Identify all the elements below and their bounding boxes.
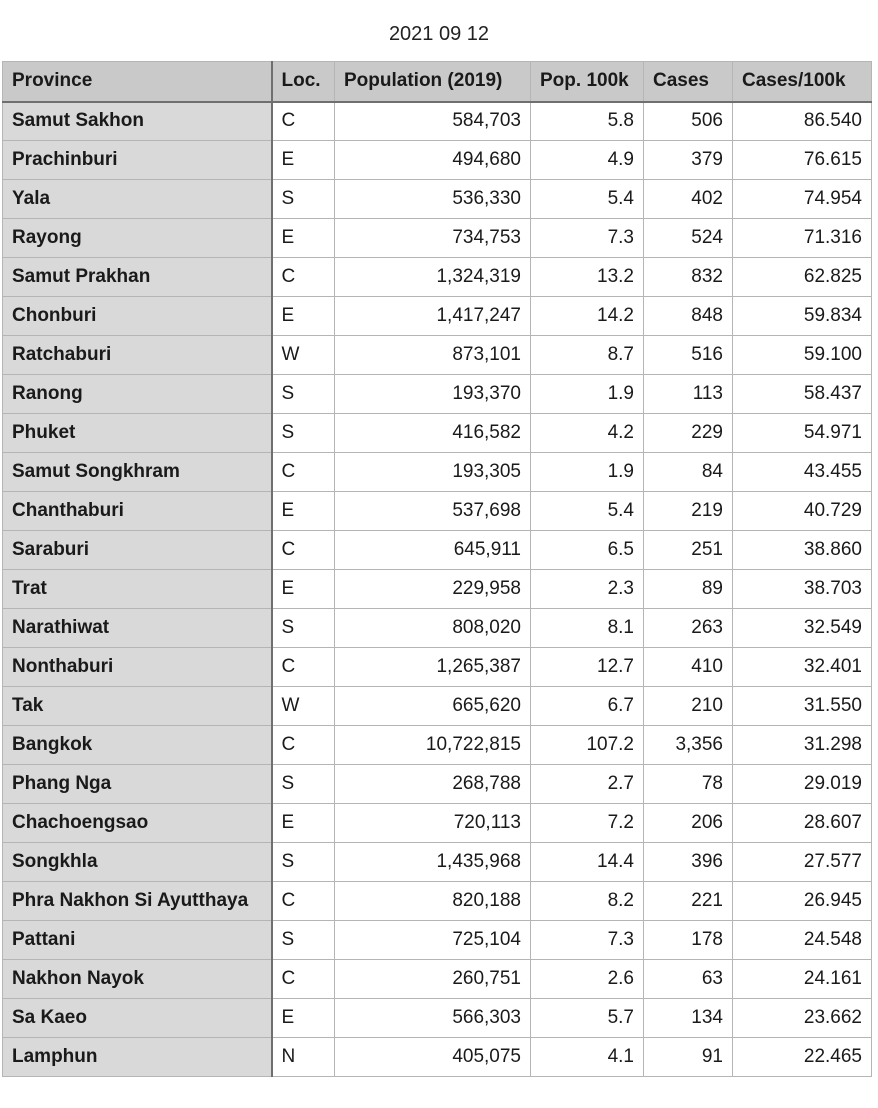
location-cell: E (272, 492, 335, 531)
province-cell: Samut Prakhan (3, 258, 272, 297)
province-cell: Chanthaburi (3, 492, 272, 531)
population-cell: 808,020 (335, 609, 531, 648)
table-row (3, 726, 872, 765)
province-cell: Lamphun (3, 1038, 272, 1077)
pop-100k-cell: 4.1 (531, 1038, 644, 1077)
table-row (3, 1038, 872, 1077)
cases-cell: 506 (644, 102, 733, 141)
table-row (3, 765, 872, 804)
column-header-province[interactable]: Province (3, 62, 272, 102)
location-cell: W (272, 687, 335, 726)
cases-cell: 229 (644, 414, 733, 453)
pop-100k-cell: 107.2 (531, 726, 644, 765)
location-cell: E (272, 570, 335, 609)
cases-per-100k-cell: 32.401 (733, 648, 872, 687)
population-cell: 820,188 (335, 882, 531, 921)
table-row (3, 102, 872, 141)
population-cell: 1,324,319 (335, 258, 531, 297)
province-cell: Samut Songkhram (3, 453, 272, 492)
province-cell: Narathiwat (3, 609, 272, 648)
table-row (3, 921, 872, 960)
table-row (3, 648, 872, 687)
population-cell: 494,680 (335, 141, 531, 180)
province-cell: Rayong (3, 219, 272, 258)
population-cell: 193,370 (335, 375, 531, 414)
population-cell: 260,751 (335, 960, 531, 999)
cases-per-100k-cell: 32.549 (733, 609, 872, 648)
table-row (3, 570, 872, 609)
province-cell: Bangkok (3, 726, 272, 765)
cases-per-100k-cell: 24.161 (733, 960, 872, 999)
table-row (3, 375, 872, 414)
population-cell: 1,435,968 (335, 843, 531, 882)
location-cell: E (272, 219, 335, 258)
pop-100k-cell: 1.9 (531, 375, 644, 414)
population-cell: 584,703 (335, 102, 531, 141)
cases-per-100k-cell: 62.825 (733, 258, 872, 297)
province-cell: Songkhla (3, 843, 272, 882)
table-row (3, 258, 872, 297)
cases-cell: 178 (644, 921, 733, 960)
province-cell: Chachoengsao (3, 804, 272, 843)
pop-100k-cell: 5.4 (531, 492, 644, 531)
cases-cell: 219 (644, 492, 733, 531)
cases-per-100k-cell: 26.945 (733, 882, 872, 921)
table-row (3, 141, 872, 180)
cases-per-100k-cell: 31.298 (733, 726, 872, 765)
cases-per-100k-cell: 76.615 (733, 141, 872, 180)
table-row (3, 843, 872, 882)
pop-100k-cell: 5.4 (531, 180, 644, 219)
pop-100k-cell: 2.6 (531, 960, 644, 999)
cases-cell: 263 (644, 609, 733, 648)
location-cell: S (272, 414, 335, 453)
cases-per-100k-cell: 59.834 (733, 297, 872, 336)
location-cell: C (272, 453, 335, 492)
location-cell: E (272, 141, 335, 180)
cases-cell: 524 (644, 219, 733, 258)
province-cell: Samut Sakhon (3, 102, 272, 141)
province-cell: Trat (3, 570, 272, 609)
table-row (3, 960, 872, 999)
location-cell: S (272, 375, 335, 414)
location-cell: C (272, 531, 335, 570)
pop-100k-cell: 8.1 (531, 609, 644, 648)
province-cell: Nakhon Nayok (3, 960, 272, 999)
pop-100k-cell: 2.3 (531, 570, 644, 609)
table-row (3, 414, 872, 453)
cases-per-100k-cell: 24.548 (733, 921, 872, 960)
cases-cell: 84 (644, 453, 733, 492)
population-cell: 405,075 (335, 1038, 531, 1077)
cases-per-100k-cell: 27.577 (733, 843, 872, 882)
cases-per-100k-cell: 23.662 (733, 999, 872, 1038)
table-row (3, 882, 872, 921)
population-cell: 1,265,387 (335, 648, 531, 687)
cases-per-100k-cell: 38.860 (733, 531, 872, 570)
population-cell: 1,417,247 (335, 297, 531, 336)
cases-cell: 3,356 (644, 726, 733, 765)
location-cell: S (272, 609, 335, 648)
cases-cell: 832 (644, 258, 733, 297)
population-cell: 193,305 (335, 453, 531, 492)
province-cell: Pattani (3, 921, 272, 960)
cases-cell: 78 (644, 765, 733, 804)
population-cell: 734,753 (335, 219, 531, 258)
location-cell: C (272, 648, 335, 687)
cases-per-100k-cell: 40.729 (733, 492, 872, 531)
cases-per-100k-cell: 29.019 (733, 765, 872, 804)
location-cell: C (272, 882, 335, 921)
province-cell: Tak (3, 687, 272, 726)
population-cell: 229,958 (335, 570, 531, 609)
table-row (3, 219, 872, 258)
population-cell: 537,698 (335, 492, 531, 531)
pop-100k-cell: 7.3 (531, 219, 644, 258)
cases-cell: 113 (644, 375, 733, 414)
pop-100k-cell: 13.2 (531, 258, 644, 297)
page-title: 2021 09 12 (388, 23, 490, 45)
cases-per-100k-cell: 28.607 (733, 804, 872, 843)
cases-cell: 396 (644, 843, 733, 882)
cases-cell: 210 (644, 687, 733, 726)
table-row (3, 531, 872, 570)
population-cell: 416,582 (335, 414, 531, 453)
location-cell: C (272, 258, 335, 297)
cases-per-100k-cell: 59.100 (733, 336, 872, 375)
table-row (3, 297, 872, 336)
location-cell: E (272, 999, 335, 1038)
table-body (3, 102, 872, 1077)
column-header-population[interactable]: Population (2019) (335, 62, 531, 102)
pop-100k-cell: 14.4 (531, 843, 644, 882)
population-cell: 725,104 (335, 921, 531, 960)
location-cell: C (272, 102, 335, 141)
population-cell: 268,788 (335, 765, 531, 804)
cases-per-100k-cell: 86.540 (733, 102, 872, 141)
location-cell: E (272, 297, 335, 336)
cases-per-100k-cell: 22.465 (733, 1038, 872, 1077)
location-cell: S (272, 180, 335, 219)
province-cell: Nonthaburi (3, 648, 272, 687)
cases-per-100k-cell: 54.971 (733, 414, 872, 453)
cases-cell: 63 (644, 960, 733, 999)
province-cell: Phang Nga (3, 765, 272, 804)
pop-100k-cell: 14.2 (531, 297, 644, 336)
population-cell: 720,113 (335, 804, 531, 843)
cases-cell: 91 (644, 1038, 733, 1077)
table-row (3, 609, 872, 648)
province-cell: Phra Nakhon Si Ayutthaya (3, 882, 272, 921)
table-row (3, 687, 872, 726)
province-cell: Ranong (3, 375, 272, 414)
cases-cell: 89 (644, 570, 733, 609)
location-cell: C (272, 960, 335, 999)
province-cell: Ratchaburi (3, 336, 272, 375)
column-header-pop-100k[interactable]: Pop. 100k (531, 62, 644, 102)
cases-per-100k-cell: 38.703 (733, 570, 872, 609)
province-cell: Phuket (3, 414, 272, 453)
pop-100k-cell: 6.5 (531, 531, 644, 570)
pop-100k-cell: 8.7 (531, 336, 644, 375)
column-header-cases-per-100k[interactable]: Cases/100k (733, 62, 872, 102)
location-cell: S (272, 765, 335, 804)
table-header-row (3, 62, 872, 102)
pop-100k-cell: 6.7 (531, 687, 644, 726)
table-row (3, 336, 872, 375)
cases-per-100k-cell: 58.437 (733, 375, 872, 414)
location-cell: S (272, 921, 335, 960)
cases-cell: 402 (644, 180, 733, 219)
pop-100k-cell: 1.9 (531, 453, 644, 492)
population-cell: 536,330 (335, 180, 531, 219)
cases-per-100k-cell: 43.455 (733, 453, 872, 492)
column-header-cases[interactable]: Cases (644, 62, 733, 102)
province-cell: Prachinburi (3, 141, 272, 180)
location-cell: E (272, 804, 335, 843)
location-cell: S (272, 843, 335, 882)
location-cell: C (272, 726, 335, 765)
pop-100k-cell: 7.3 (531, 921, 644, 960)
population-cell: 645,911 (335, 531, 531, 570)
location-cell: N (272, 1038, 335, 1077)
table-row (3, 999, 872, 1038)
population-cell: 873,101 (335, 336, 531, 375)
population-cell: 665,620 (335, 687, 531, 726)
cases-per-100k-cell: 31.550 (733, 687, 872, 726)
pop-100k-cell: 2.7 (531, 765, 644, 804)
population-cell: 566,303 (335, 999, 531, 1038)
cases-cell: 379 (644, 141, 733, 180)
cases-cell: 221 (644, 882, 733, 921)
pop-100k-cell: 4.2 (531, 414, 644, 453)
cases-cell: 251 (644, 531, 733, 570)
table-row (3, 180, 872, 219)
pop-100k-cell: 4.9 (531, 141, 644, 180)
pop-100k-cell: 7.2 (531, 804, 644, 843)
cases-per-100k-cell: 74.954 (733, 180, 872, 219)
cases-per-100k-cell: 71.316 (733, 219, 872, 258)
cases-cell: 206 (644, 804, 733, 843)
population-cell: 10,722,815 (335, 726, 531, 765)
pop-100k-cell: 5.7 (531, 999, 644, 1038)
location-cell: W (272, 336, 335, 375)
cases-cell: 134 (644, 999, 733, 1038)
table-row (3, 804, 872, 843)
pop-100k-cell: 5.8 (531, 102, 644, 141)
province-cases-table (2, 61, 872, 1077)
table-row (3, 492, 872, 531)
province-cell: Chonburi (3, 297, 272, 336)
pop-100k-cell: 12.7 (531, 648, 644, 687)
column-header-location[interactable]: Loc. (272, 62, 335, 102)
cases-cell: 848 (644, 297, 733, 336)
province-cell: Yala (3, 180, 272, 219)
table-row (3, 453, 872, 492)
cases-cell: 516 (644, 336, 733, 375)
province-cell: Sa Kaeo (3, 999, 272, 1038)
province-cell: Saraburi (3, 531, 272, 570)
pop-100k-cell: 8.2 (531, 882, 644, 921)
cases-cell: 410 (644, 648, 733, 687)
